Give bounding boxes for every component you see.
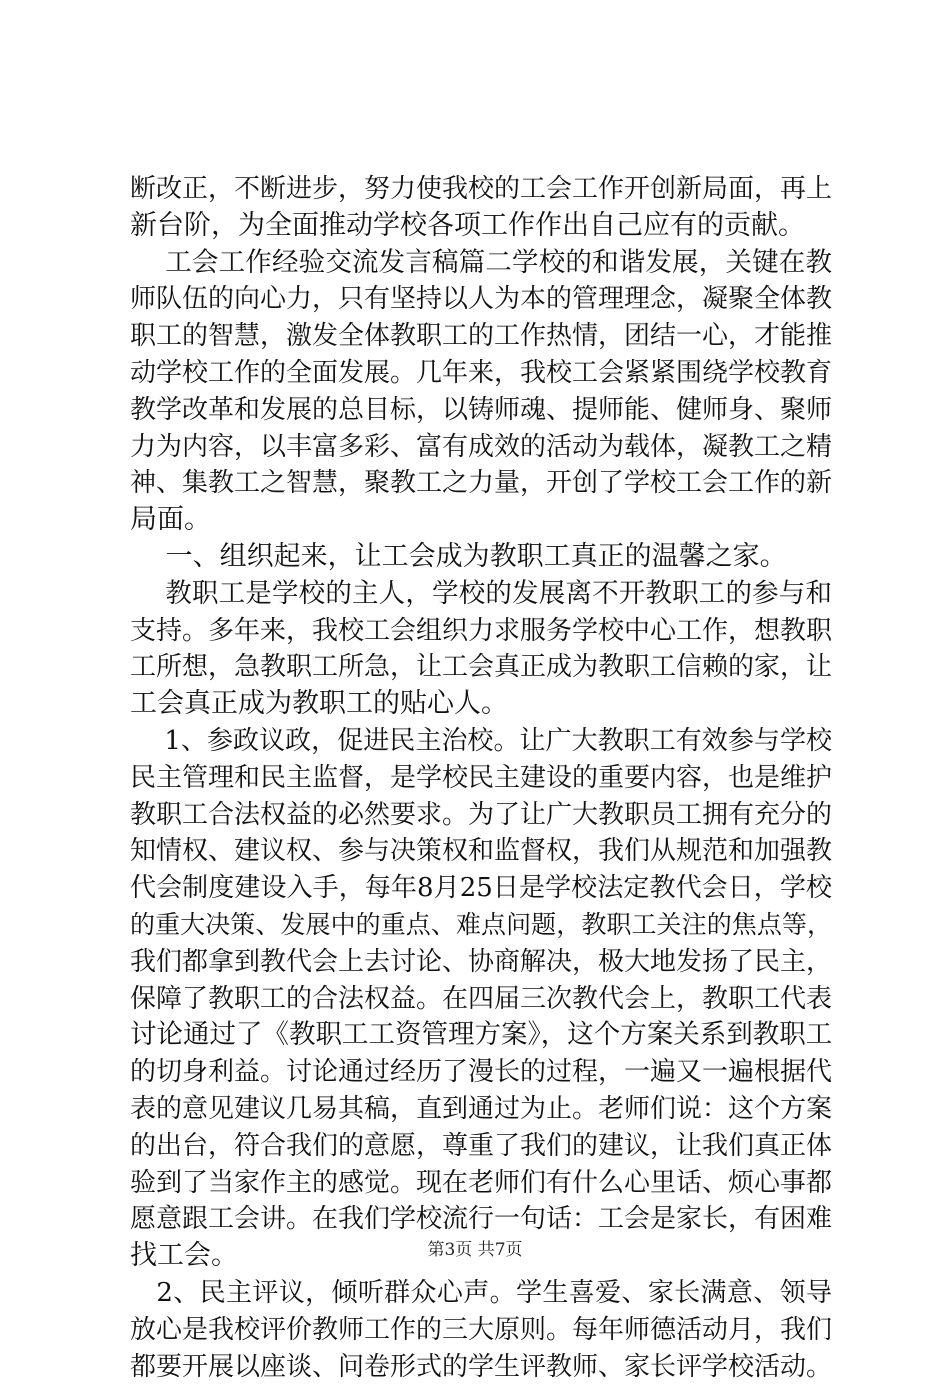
text-line: 工所想，急教职工所急，让工会真正成为教职工信赖的家，让 — [130, 649, 832, 686]
text-line: 断改正，不断进步，努力使我校的工会工作开创新局面，再上 — [130, 171, 832, 208]
text-line: 放心是我校评价教师工作的三大原则。每年师德活动月，我们 — [130, 1312, 832, 1349]
text-line: 1、参政议政，促进民主治校。让广大教职工有效参与学校 — [130, 723, 832, 760]
text-line: 愿意跟工会讲。在我们学校流行一句话：工会是家长，有困难 — [130, 1201, 832, 1238]
text-line: 代会制度建设入手，每年8月25日是学校法定教代会日，学校 — [130, 870, 832, 907]
text-line: 知情权、建议权、参与决策权和监督权，我们从规范和加强教 — [130, 833, 832, 870]
text-line: 我们都拿到教代会上去讨论、协商解决，极大地发扬了民主， — [130, 944, 832, 981]
text-line: 新台阶，为全面推动学校各项工作作出自己应有的贡献。 — [130, 208, 832, 245]
text-line: 教职工合法权益的必然要求。为了让广大教职员工拥有充分的 — [130, 797, 832, 834]
text-line: 工会工作经验交流发言稿篇二学校的和谐发展，关键在教 — [130, 245, 832, 282]
text-line: 局面。 — [130, 502, 832, 539]
text-line: 工会真正成为教职工的贴心人。 — [130, 686, 832, 723]
text-line: 一、组织起来，让工会成为教职工真正的温馨之家。 — [130, 539, 832, 576]
text-line: 师队伍的向心力，只有坚持以人为本的管理理念，凝聚全体教 — [130, 281, 832, 318]
text-line: 保障了教职工的合法权益。在四届三次教代会上，教职工代表 — [130, 981, 832, 1018]
text-line: 找工会。 — [130, 1238, 832, 1275]
text-line: 力为内容，以丰富多彩、富有成效的活动为载体，凝教工之精 — [130, 429, 832, 466]
text-line: 讨论通过了《教职工工资管理方案》，这个方案关系到教职工 — [130, 1017, 832, 1054]
text-line: 都要开展以座谈、问卷形式的学生评教师、家长评学校活动。 — [130, 1349, 832, 1385]
text-line: 职工的智慧，激发全体教职工的工作热情，团结一心，才能推 — [130, 318, 832, 355]
text-line: 教学改革和发展的总目标，以铸师魂、提师能、健师身、聚师 — [130, 392, 832, 429]
text-line: 表的意见建议几易其稿，直到通过为止。老师们说：这个方案 — [130, 1091, 832, 1128]
text-line: 教职工是学校的主人，学校的发展离不开教职工的参与和 — [130, 576, 832, 613]
text-line: 的出台，符合我们的意愿，尊重了我们的建议，让我们真正体 — [130, 1128, 832, 1165]
text-line: 动学校工作的全面发展。几年来，我校工会紧紧围绕学校教育 — [130, 355, 832, 392]
text-line: 神、集教工之智慧，聚教工之力量，开创了学校工会工作的新 — [130, 465, 832, 502]
text-line: 验到了当家作主的感觉。现在老师们有什么心里话、烦心事都 — [130, 1165, 832, 1202]
text-line: 支持。多年来，我校工会组织力求服务学校中心工作，想教职 — [130, 613, 832, 650]
document-body — [130, 171, 832, 1385]
text-line: 的重大决策、发展中的重点、难点问题，教职工关注的焦点等， — [130, 907, 832, 944]
text-line: 2、民主评议，倾听群众心声。学生喜爱、家长满意、领导 — [130, 1275, 832, 1312]
text-line: 的切身利益。讨论通过经历了漫长的过程，一遍又一遍根据代 — [130, 1054, 832, 1091]
page-footer: 第3页 共7页 — [0, 1238, 950, 1262]
text-line: 民主管理和民主监督，是学校民主建设的重要内容，也是维护 — [130, 760, 832, 797]
